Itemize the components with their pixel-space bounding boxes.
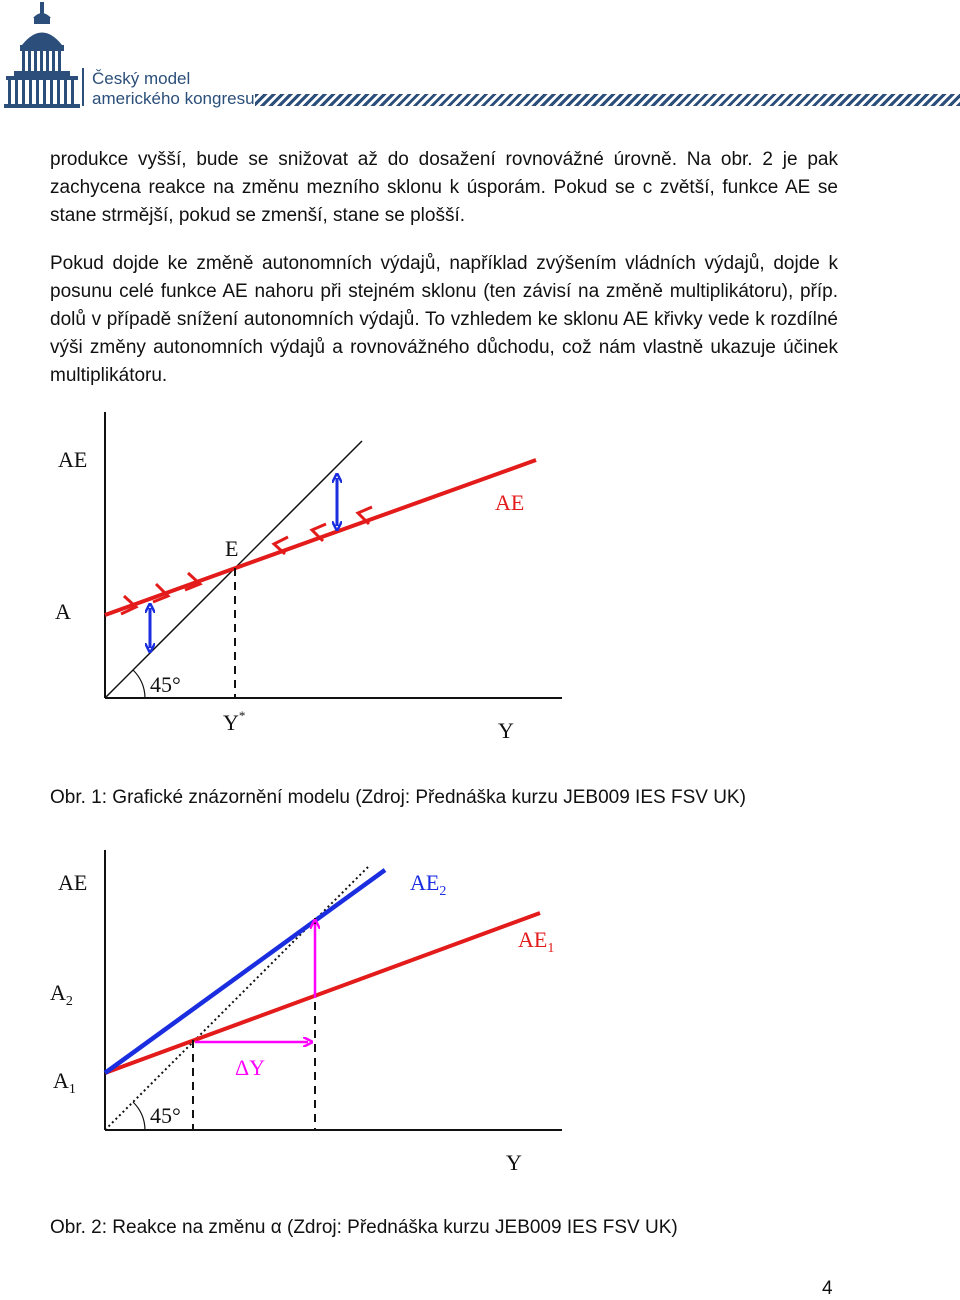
page-number: 4	[822, 1278, 833, 1299]
equilibrium-income-label	[223, 708, 245, 735]
ae1-label-sub: 1	[547, 941, 555, 956]
x-axis-label: Y	[498, 718, 514, 743]
logo-line-1: Český model	[92, 69, 191, 88]
delta-y-label: ΔY	[235, 1055, 266, 1080]
ae-curve-label: AE	[495, 490, 525, 515]
ae2-label-main: AE	[410, 870, 440, 895]
adjustment-chevrons	[121, 507, 372, 614]
figure-2	[0, 830, 960, 1190]
equilibrium-label: E	[225, 536, 239, 561]
equilibrium-income-sup: *	[238, 708, 246, 723]
intercept2-label	[50, 980, 73, 1009]
header-stripe	[255, 94, 960, 106]
angle-arc	[133, 1102, 145, 1130]
angle-label: 45°	[150, 1103, 181, 1128]
figure-1-caption: Obr. 1: Grafické znázornění modelu (Zdroj: Přednáška kurzu JEB009 IES FSV UK)	[50, 787, 746, 808]
ae2-label	[410, 870, 446, 899]
line-45-degree	[105, 867, 368, 1130]
intercept2-sub: 2	[65, 994, 73, 1009]
header	[0, 0, 960, 115]
figure-2-caption: Obr. 2: Reakce na změnu α (Zdroj: Přednáška kurzu JEB009 IES FSV UK)	[50, 1217, 678, 1238]
intercept-label: A	[55, 599, 71, 624]
angle-label: 45°	[150, 672, 181, 697]
intercept2-main: A	[50, 980, 66, 1005]
capitol-logo-icon	[0, 0, 90, 112]
logo-text	[92, 69, 255, 109]
x-axis-label: Y	[506, 1150, 522, 1175]
ae1-label	[518, 927, 554, 956]
paragraph-2: Pokud dojde ke změně autonomních výdajů, například zvýšením vládních výdajů, dojde k posunu celé funkce AE nahoru při stejném sklonu (ten závisí na změně multiplikátoru), příp. dolů v případě snížení autonomních výdajů. To vzhledem ke sklonu AE křivky vede k rozdílné výši změny autonomních výdajů a rovnovážného důchodu, což nám vlastně ukazuje účinek multiplikátoru.	[50, 253, 838, 386]
equilibrium-income-y: Y	[223, 710, 239, 735]
y-axis-label: AE	[58, 447, 88, 472]
ae2-label-sub: 2	[439, 884, 447, 899]
angle-arc	[133, 670, 145, 698]
intercept1-main: A	[53, 1068, 69, 1093]
paragraph-1: produkce vyšší, bude se snižovat až do dosažení rovnovážné úrovně. Na obr. 2 je pak zachycena reakce na změnu mezního sklonu k úsporám. Pokud se c zvětší, funkce AE se stane strmější, pokud se zmenší, stane se plošší.	[50, 149, 838, 226]
figure-1	[0, 400, 960, 780]
ae1-label-main: AE	[518, 927, 548, 952]
y-axis-label: AE	[58, 870, 88, 895]
intercept1-sub: 1	[68, 1082, 76, 1097]
intercept1-label	[53, 1068, 76, 1097]
logo-divider	[82, 68, 84, 106]
logo-line-2: amerického kongresu	[92, 89, 255, 108]
ae1-line	[105, 913, 540, 1073]
